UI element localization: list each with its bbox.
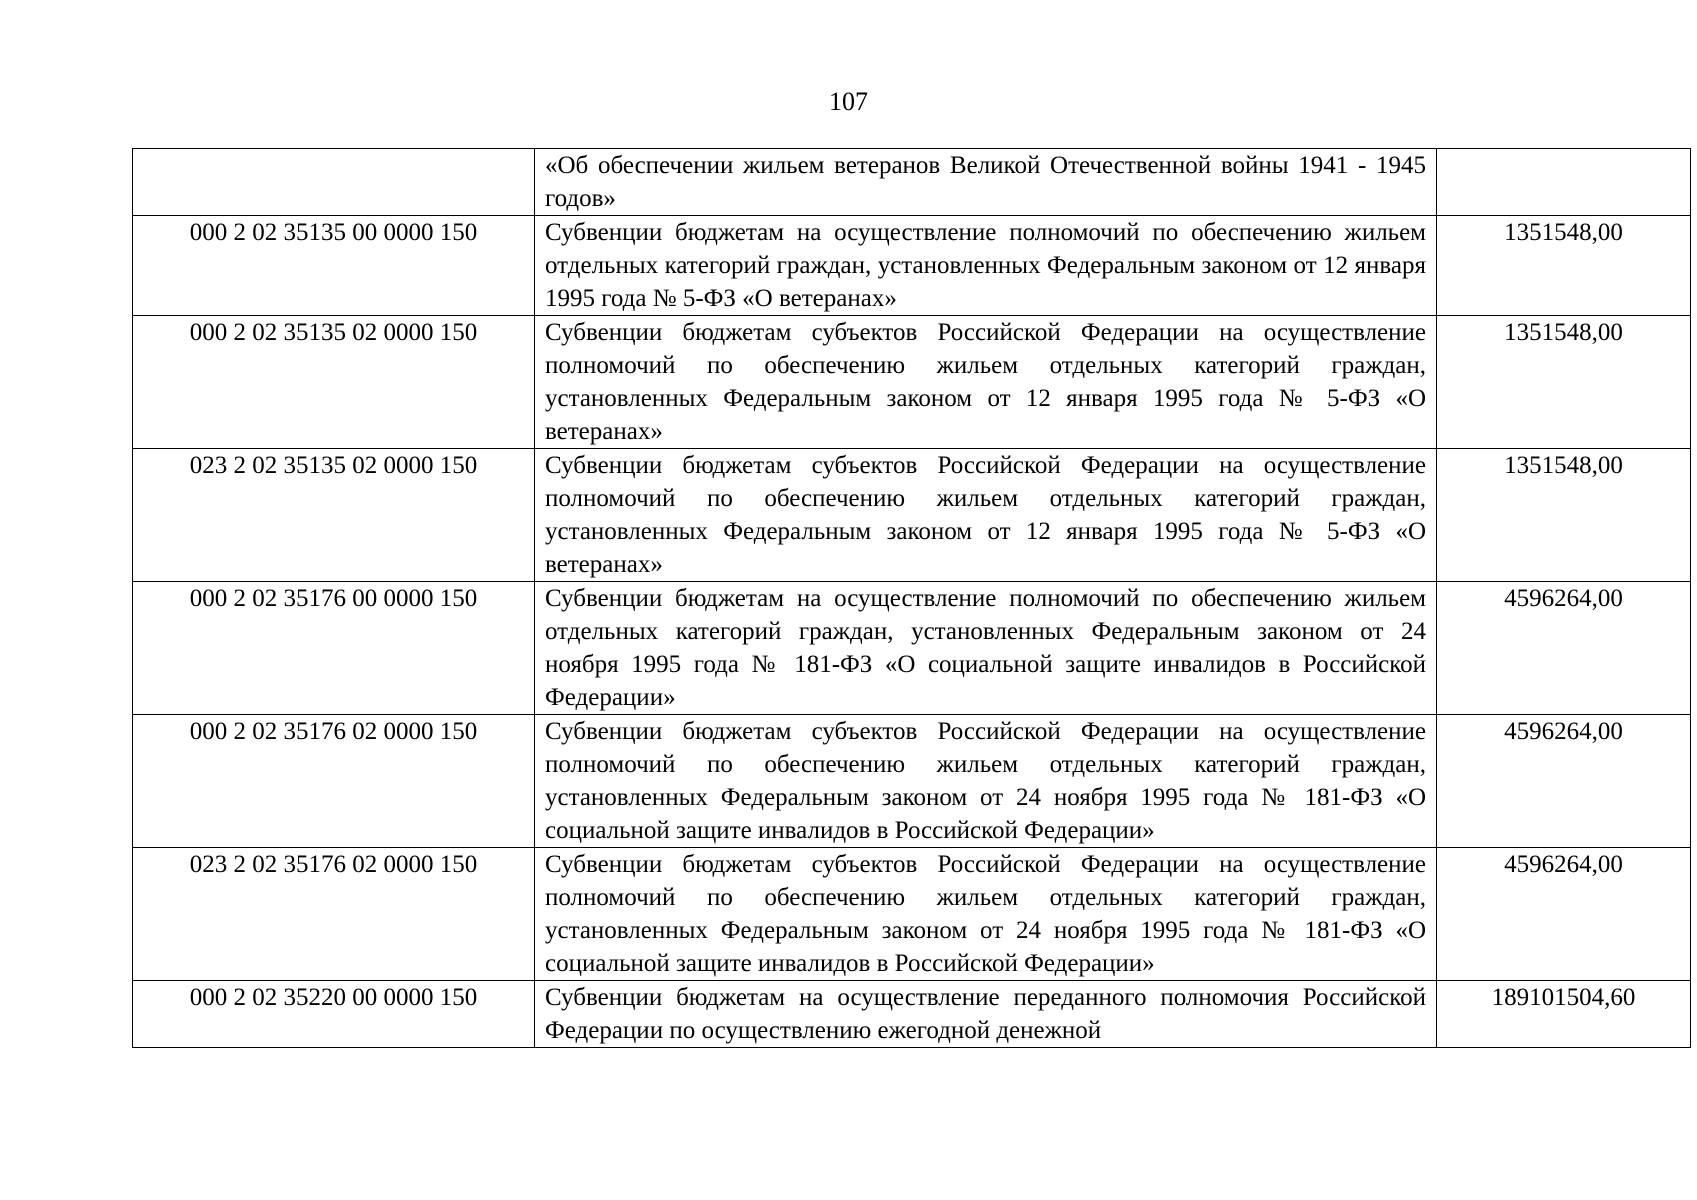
amount-cell: 1351548,00 xyxy=(1437,449,1691,582)
description-cell: Субвенции бюджетам на осуществление полномочий по обеспечению жильем отдельных категорий граждан, установленных Федеральным законом от 12 января 1995 года № 5-ФЗ «О ветеранах» xyxy=(535,216,1437,316)
description-cell: Субвенции бюджетам на осуществление переданного полномочия Российской Федерации по осуществлению ежегодной денежной xyxy=(535,981,1437,1048)
description-cell: Субвенции бюджетам субъектов Российской Федерации на осуществление полномочий по обеспечению жильем отдельных категорий граждан, установленных Федеральным законом от 12 января 1995 года № 5-ФЗ «О ветеранах» xyxy=(535,316,1437,449)
budget-code-cell: 000 2 02 35176 02 0000 150 xyxy=(133,715,535,848)
page-number: 107 xyxy=(829,87,868,116)
budget-code-cell: 000 2 02 35135 00 0000 150 xyxy=(133,216,535,316)
budget-code-cell: 023 2 02 35135 02 0000 150 xyxy=(133,449,535,582)
table-row xyxy=(133,981,1691,1048)
budget-code-cell: 000 2 02 35135 02 0000 150 xyxy=(133,316,535,449)
budget-code-cell: 000 2 02 35176 00 0000 150 xyxy=(133,582,535,715)
table-row xyxy=(133,582,1691,715)
description-cell: Субвенции бюджетам субъектов Российской Федерации на осуществление полномочий по обеспечению жильем отдельных категорий граждан, установленных Федеральным законом от 24 ноября 1995 года № 181-ФЗ «О социальной защите инвалидов в Российской Федерации» xyxy=(535,848,1437,981)
amount-cell: 4596264,00 xyxy=(1437,582,1691,715)
amount-cell: 4596264,00 xyxy=(1437,848,1691,981)
amount-cell: 189101504,60 xyxy=(1437,981,1691,1048)
table-row xyxy=(133,316,1691,449)
amount-cell: 1351548,00 xyxy=(1437,316,1691,449)
amount-cell xyxy=(1437,149,1691,216)
description-cell: «Об обеспечении жильем ветеранов Великой Отечественной войны 1941 - 1945 годов» xyxy=(535,149,1437,216)
description-cell: Субвенции бюджетам субъектов Российской Федерации на осуществление полномочий по обеспечению жильем отдельных категорий граждан, установленных Федеральным законом от 12 января 1995 года № 5-ФЗ «О ветеранах» xyxy=(535,449,1437,582)
table-row xyxy=(133,449,1691,582)
budget-code-cell: 000 2 02 35220 00 0000 150 xyxy=(133,981,535,1048)
description-cell: Субвенции бюджетам на осуществление полномочий по обеспечению жильем отдельных категорий граждан, установленных Федеральным законом от 24 ноября 1995 года № 181-ФЗ «О социальной защите инвалидов в Российской Федерации» xyxy=(535,582,1437,715)
amount-cell: 4596264,00 xyxy=(1437,715,1691,848)
table-row xyxy=(133,216,1691,316)
table-row xyxy=(133,715,1691,848)
description-cell: Субвенции бюджетам субъектов Российской Федерации на осуществление полномочий по обеспечению жильем отдельных категорий граждан, установленных Федеральным законом от 24 ноября 1995 года № 181-ФЗ «О социальной защите инвалидов в Российской Федерации» xyxy=(535,715,1437,848)
table-row xyxy=(133,848,1691,981)
budget-code-cell xyxy=(133,149,535,216)
amount-cell: 1351548,00 xyxy=(1437,216,1691,316)
budget-table xyxy=(132,148,1691,1048)
table-row xyxy=(133,149,1691,216)
budget-code-cell: 023 2 02 35176 02 0000 150 xyxy=(133,848,535,981)
